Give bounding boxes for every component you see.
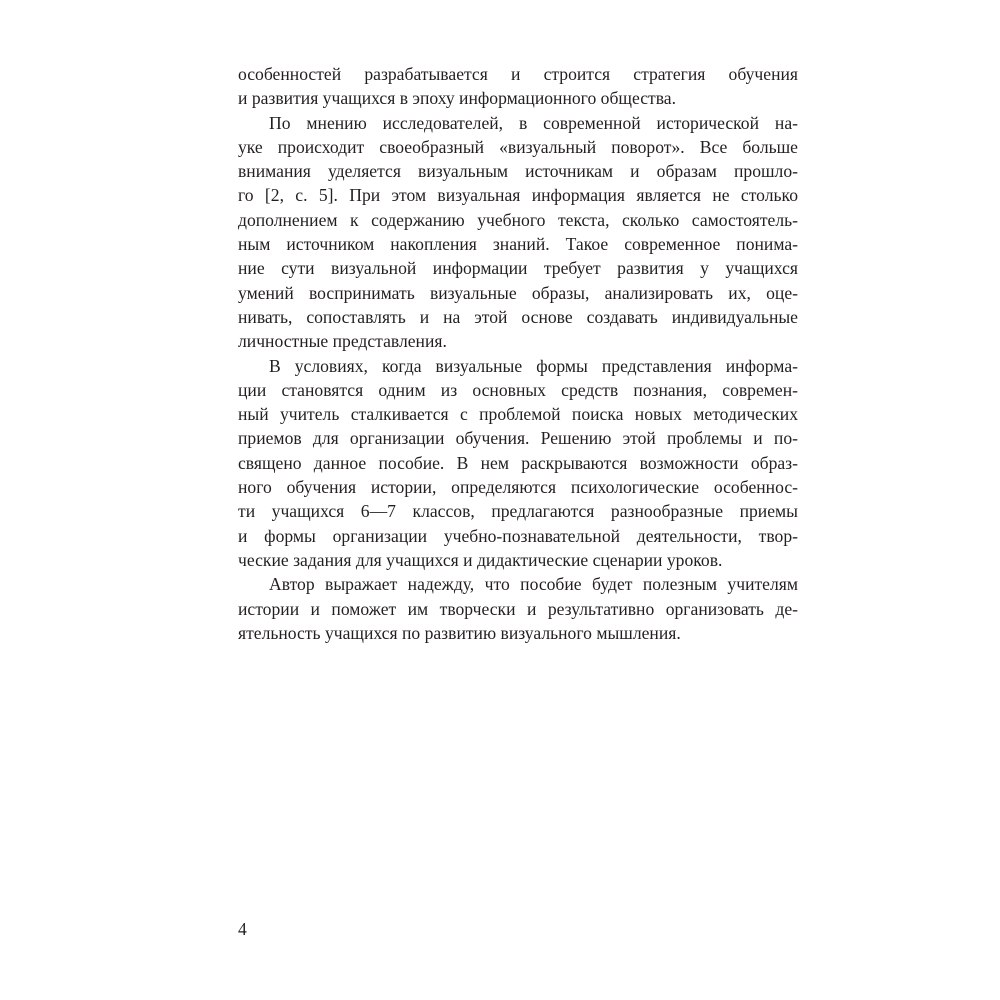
page-number: 4 [238, 919, 247, 939]
paragraph-start-line: Автор выражает надежду, что пособие будет полезным учителям [269, 574, 798, 595]
body-text [238, 62, 798, 645]
text-line: и формы организации учебно-познавательной деятельности, твор- [238, 525, 798, 546]
text-line: ции становятся одним из основных средств познания, современ- [238, 379, 798, 400]
text-line: дополнением к содержанию учебного текста, сколько самостоятель- [238, 209, 798, 230]
text-line: ти учащихся 6—7 классов, предлагаются разнообразные приемы [238, 501, 798, 522]
text-line: нивать, сопоставлять и на этой основе создавать индивидуальные [238, 306, 798, 327]
text-line: приемов для организации обучения. Решению этой проблемы и по- [238, 428, 798, 449]
paragraph-start-line: По мнению исследователей, в современной исторической на- [269, 112, 798, 133]
text-line: ятельность учащихся по развитию визуального мышления. [238, 622, 681, 643]
text-line: ческие задания для учащихся и дидактические сценарии уроков. [238, 549, 723, 570]
text-line: особенностей разрабатывается и строится стратегия обучения [238, 64, 798, 84]
text-line: истории и поможет им творчески и результативно организовать де- [238, 598, 798, 619]
text-line: уке происходит своеобразный «визуальный поворот». Все больше [238, 136, 798, 157]
text-line: ный учитель сталкивается с проблемой поиска новых методических [238, 404, 798, 425]
text-line: священо данное пособие. В нем раскрываются возможности образ- [238, 452, 798, 473]
text-line: ного обучения истории, определяются психологические особеннос- [238, 477, 798, 498]
text-line: умений воспринимать визуальные образы, анализировать их, оце- [238, 282, 798, 303]
text-line: внимания уделяется визуальным источникам и образам прошло- [238, 161, 798, 182]
text-line: личностные представления. [238, 331, 447, 352]
text-line: ние сути визуальной информации требует развития у учащихся [238, 258, 798, 279]
text-line: ным источником накопления знаний. Такое современное понима- [238, 234, 798, 255]
paragraph-start-line: В условиях, когда визуальные формы представления информа- [269, 355, 798, 376]
text-line: го [2, с. 5]. При этом визуальная информация является не столько [238, 185, 798, 206]
text-line: и развития учащихся в эпоху информационного общества. [238, 88, 676, 109]
